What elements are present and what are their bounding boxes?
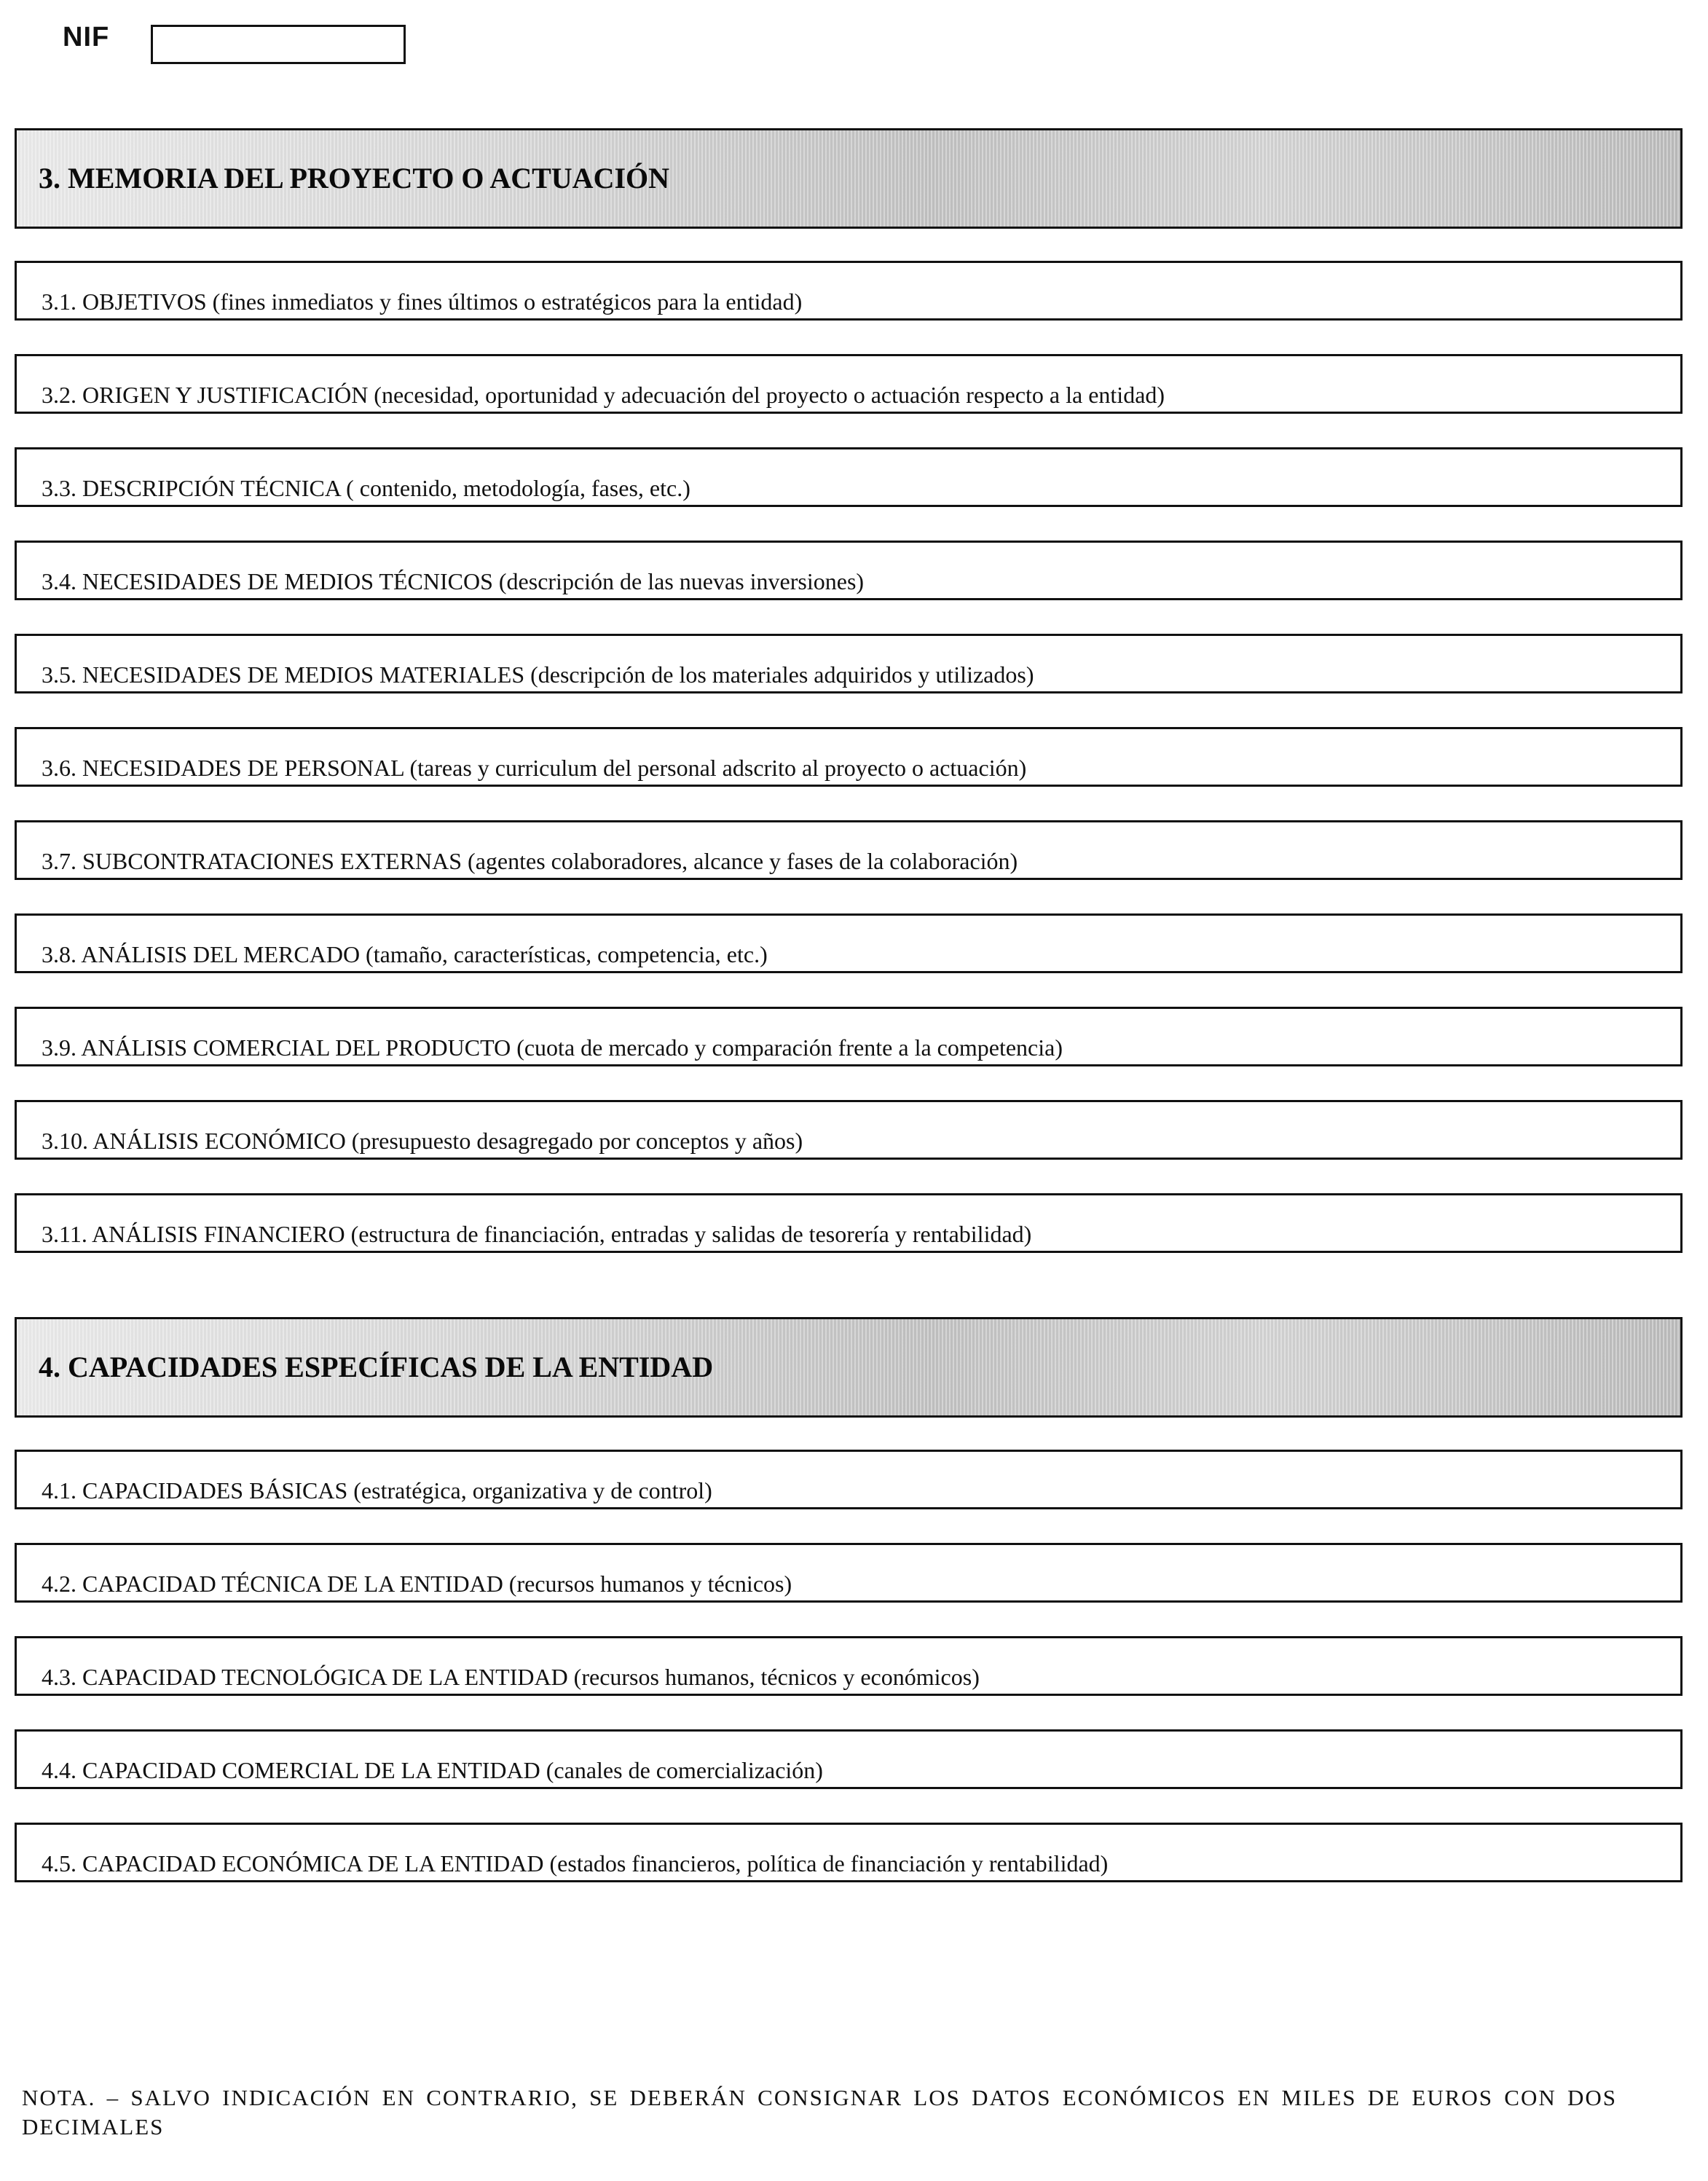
field-label: 3.1. OBJETIVOS (fines inmediatos y fines últimos o estratégicos para la entidad) xyxy=(42,288,803,315)
field-label: 4.3. CAPACIDAD TECNOLÓGICA DE LA ENTIDAD (recursos humanos, técnicos y económicos) xyxy=(42,1664,980,1690)
field-label: 4.2. CAPACIDAD TÉCNICA DE LA ENTIDAD (recursos humanos y técnicos) xyxy=(42,1571,792,1597)
field-3-9-analisis-comercial[interactable] xyxy=(15,1007,1683,1066)
field-label: 3.10. ANÁLISIS ECONÓMICO (presupuesto desagregado por conceptos y años) xyxy=(42,1128,803,1154)
field-4-4-capacidad-comercial[interactable] xyxy=(15,1729,1683,1789)
field-3-5-medios-materiales[interactable] xyxy=(15,634,1683,693)
field-3-4-medios-tecnicos[interactable] xyxy=(15,541,1683,600)
field-label: 4.5. CAPACIDAD ECONÓMICA DE LA ENTIDAD (estados financieros, política de financiación y rentabilidad) xyxy=(42,1850,1109,1877)
field-label: 3.9. ANÁLISIS COMERCIAL DEL PRODUCTO (cuota de mercado y comparación frente a la competencia) xyxy=(42,1034,1063,1061)
field-4-5-capacidad-economica[interactable] xyxy=(15,1823,1683,1882)
field-3-3-descripcion-tecnica[interactable] xyxy=(15,447,1683,507)
section-4-title: 4. CAPACIDADES ESPECÍFICAS DE LA ENTIDAD xyxy=(39,1351,714,1383)
field-4-1-capacidades-basicas[interactable] xyxy=(15,1450,1683,1509)
section-4-header xyxy=(15,1317,1683,1418)
nif-label: NIF xyxy=(63,22,110,52)
field-label: 3.4. NECESIDADES DE MEDIOS TÉCNICOS (descripción de las nuevas inversiones) xyxy=(42,568,865,594)
field-label: 3.7. SUBCONTRATACIONES EXTERNAS (agentes colaboradores, alcance y fases de la colaboración) xyxy=(42,848,1018,874)
field-label: 3.3. DESCRIPCIÓN TÉCNICA ( contenido, metodología, fases, etc.) xyxy=(42,475,690,501)
field-4-2-capacidad-tecnica[interactable] xyxy=(15,1543,1683,1603)
field-3-11-analisis-financiero[interactable] xyxy=(15,1193,1683,1253)
field-3-8-analisis-mercado[interactable] xyxy=(15,913,1683,973)
field-label: 4.4. CAPACIDAD COMERCIAL DE LA ENTIDAD (canales de comercialización) xyxy=(42,1757,823,1783)
section-3-title: 3. MEMORIA DEL PROYECTO O ACTUACIÓN xyxy=(39,162,670,194)
field-3-7-subcontrataciones[interactable] xyxy=(15,820,1683,880)
field-label: 3.2. ORIGEN Y JUSTIFICACIÓN (necesidad, oportunidad y adecuación del proyecto o actuación respecto a la entidad) xyxy=(42,382,1165,408)
field-label: 3.5. NECESIDADES DE MEDIOS MATERIALES (descripción de los materiales adquiridos y utilizados) xyxy=(42,661,1034,688)
field-label: 4.1. CAPACIDADES BÁSICAS (estratégica, organizativa y de control) xyxy=(42,1477,712,1504)
footer-note: NOTA. – SALVO INDICACIÓN EN CONTRARIO, SE DEBERÁN CONSIGNAR LOS DATOS ECONÓMICOS EN MILES DE EUROS CON DOS DECIMALES xyxy=(22,2085,1617,2139)
field-label: 3.11. ANÁLISIS FINANCIERO (estructura de financiación, entradas y salidas de tesorería y rentabilidad) xyxy=(42,1221,1032,1247)
field-3-2-origen-justificacion[interactable] xyxy=(15,354,1683,414)
field-3-1-objetivos[interactable] xyxy=(15,261,1683,321)
section-3-header xyxy=(15,128,1683,229)
field-3-10-analisis-economico[interactable] xyxy=(15,1100,1683,1160)
field-4-3-capacidad-tecnologica[interactable] xyxy=(15,1636,1683,1696)
field-3-6-personal[interactable] xyxy=(15,727,1683,787)
nif-field[interactable] xyxy=(151,25,406,64)
field-label: 3.8. ANÁLISIS DEL MERCADO (tamaño, características, competencia, etc.) xyxy=(42,941,768,967)
field-label: 3.6. NECESIDADES DE PERSONAL (tareas y curriculum del personal adscrito al proyecto o actuación) xyxy=(42,755,1027,781)
